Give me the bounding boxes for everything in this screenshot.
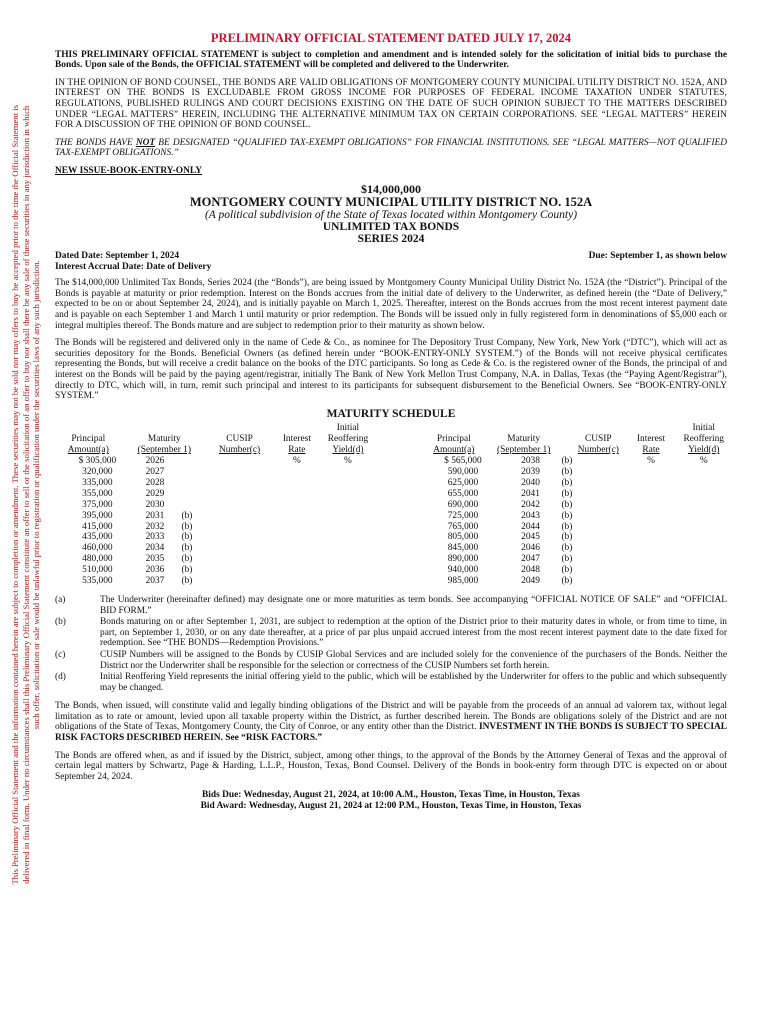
maturity-row <box>55 500 727 511</box>
principal-amount: 625,000 <box>447 477 479 488</box>
cusip-label: CUSIP <box>585 434 612 445</box>
security-paragraph <box>55 701 727 743</box>
maturity-row <box>55 522 727 533</box>
principal-amount: 805,000 <box>447 532 479 543</box>
maturity-year: 2045 <box>521 532 540 543</box>
cusip-number <box>574 478 624 489</box>
cusip-number <box>213 554 266 565</box>
new-issue-label: NEW ISSUE-BOOK-ENTRY-ONLY <box>55 165 203 176</box>
principal-amount: 320,000 <box>82 466 113 477</box>
reoffering-yield: % <box>699 456 708 467</box>
maturity-footnote: (b) <box>181 543 193 554</box>
maturity-year: 2031 <box>145 510 165 521</box>
interest-accrual-date: Interest Accrual Date: Date of Delivery <box>55 261 212 272</box>
interest-rate <box>632 500 669 511</box>
interest-rate <box>278 500 315 511</box>
maturity-year: 2028 <box>145 477 165 488</box>
maturity-header-row <box>55 434 727 445</box>
cusip-number <box>574 456 624 467</box>
footnote-label: (b) <box>55 617 66 628</box>
maturity-year: 2047 <box>521 554 540 565</box>
maturity-footnote: (b) <box>561 521 573 532</box>
issue-amount: $14,000,000 <box>361 181 421 196</box>
maturity-row <box>55 478 727 489</box>
footnote-text: CUSIP Numbers will be assigned to the Bonds by CUSIP Global Services and are included solely for the convenience of the purchasers of the Bonds. Neither the District nor the Underwriter shall be responsible for the selection or correctness of the CUSIP Numbers set forth herein. <box>100 649 727 671</box>
dates-row <box>55 251 727 262</box>
interest-rate <box>632 467 669 478</box>
maturity-footnote <box>178 467 197 478</box>
interest-rate <box>278 478 315 489</box>
cusip-number <box>213 456 266 467</box>
reoffering-yield <box>680 489 727 500</box>
maturity-header-row <box>55 445 727 456</box>
principal-amount: 375,000 <box>82 499 113 510</box>
cusip-number <box>213 522 266 533</box>
maturity-year: 2035 <box>145 554 165 565</box>
reoffering-yield <box>325 511 371 522</box>
interest-rate <box>278 522 315 533</box>
maturity-row <box>55 489 727 500</box>
reoffering-yield <box>680 532 727 543</box>
maturity-year: 2044 <box>521 521 540 532</box>
bid-information <box>55 790 727 811</box>
delivery-paragraph: The Bonds are offered when, as and if issued by the District, subject, among other things, to the approval of the Bonds by the Attorney General of Texas and the approval of certain legal matters by Schwartz, Page & Harding, L.L.P., Houston, Texas, Bond Counsel. Delivery of the Bonds in book-entry form through DTC is expected on or about September 24, 2024. <box>55 750 727 782</box>
cusip-number-label: Number(c) <box>577 445 619 456</box>
rate-label: Rate <box>642 445 660 456</box>
book-entry-paragraph: The Bonds will be registered and delivered only in the name of Cede & Co., as nominee for The Depository Trust Company, New York, New York (“DTC”), which will act as securities depository for the Bonds. Beneficial Owners (as defined herein under “BOOK-ENTRY-ONLY SYSTEM.”) of the Bonds will not receive physical certificates representing the Bonds, but will receive a credit balance on the books of the DTC participants. So long as Cede & Co. is the registered owner of the Bonds, the principal of and interest on the Bonds will be paid by the paying agent/registrar, initially The Bank of New York Mellon Trust Company, N.A. in Dallas, Texas (the “Paying Agent/Registrar”), directly to DTC, which will, in turn, remit such principal and interest to its participants for subsequent disbursement to the Beneficial Owners. See “BOOK-ENTRY-ONLY SYSTEM.” <box>55 338 727 402</box>
reoffering-yield <box>680 500 727 511</box>
maturity-row <box>55 565 727 576</box>
due-date: Due: September 1, as shown below <box>588 251 727 262</box>
reoffering-yield <box>680 543 727 554</box>
yield-label: Yield(d) <box>688 445 720 456</box>
maturity-footnote: (b) <box>181 554 193 565</box>
reoffering-yield <box>325 478 371 489</box>
maturity-footnote: (b) <box>181 565 193 576</box>
principal-amount: 510,000 <box>82 565 113 576</box>
maturity-year: 2036 <box>145 565 165 576</box>
footnote <box>55 595 727 616</box>
bond-series: SERIES 2024 <box>357 233 425 246</box>
cusip-number <box>213 543 266 554</box>
maturity-year: 2034 <box>145 543 165 554</box>
maturity-year: 2033 <box>145 532 165 543</box>
bid-award: Bid Award: Wednesday, August 21, 2024 at 12:00 P.M., Houston, Texas Time, in Houston, Texas <box>200 801 582 812</box>
maturity-year: 2026 <box>145 456 165 467</box>
cusip-number <box>574 532 624 543</box>
interest-rate <box>632 478 669 489</box>
maturity-row <box>55 511 727 522</box>
interest-rate <box>632 554 669 565</box>
reoffering-yield <box>680 565 727 576</box>
maturity-row <box>55 467 727 478</box>
reoffering-yield <box>680 522 727 533</box>
principal-amount: 480,000 <box>82 554 113 565</box>
document-page <box>55 33 727 812</box>
principal-amount: 655,000 <box>447 488 479 499</box>
maturity-footnote: (b) <box>181 510 193 521</box>
reoffering-yield <box>325 543 371 554</box>
maturity-label: Maturity <box>507 434 541 445</box>
principal-amount: 845,000 <box>447 543 479 554</box>
cusip-label: CUSIP <box>226 434 253 445</box>
maturity-footnote: (b) <box>561 499 573 510</box>
cusip-number <box>213 467 266 478</box>
reoffering-yield <box>325 576 371 587</box>
maturity-label: Maturity <box>147 434 181 445</box>
maturity-year: 2037 <box>145 576 165 587</box>
cusip-number <box>213 532 266 543</box>
issuer-name: MONTGOMERY COUNTY MUNICIPAL UTILITY DISTRICT NO. 152A <box>189 194 593 209</box>
maturity-footnote: (b) <box>181 576 193 587</box>
maturity-year: 2030 <box>145 499 165 510</box>
cusip-number <box>213 489 266 500</box>
maturity-row <box>55 532 727 543</box>
principal-amount: 725,000 <box>447 510 479 521</box>
designation-emphasis: NOT <box>135 137 156 148</box>
cusip-number <box>574 522 624 533</box>
maturity-year: 2032 <box>145 521 165 532</box>
maturity-footnote: (b) <box>561 488 573 499</box>
cusip-number <box>574 554 624 565</box>
cusip-number <box>574 565 624 576</box>
bids-due: Bids Due: Wednesday, August 21, 2024, at 10:00 A.M., Houston, Texas Time, in Houston, Texas <box>202 790 580 801</box>
reoffering-yield <box>680 467 727 478</box>
sidebar-line: This Preliminary Official Statement and the information contained herein are subject to completion or amendment. These securities may not be sold nor may offers to buy be accepted prior to the time the Official Statement is <box>10 105 21 885</box>
cusip-number <box>213 511 266 522</box>
principal-amount: 985,000 <box>447 576 479 587</box>
maturity-year: 2040 <box>521 477 540 488</box>
footnote-label: (d) <box>55 672 66 683</box>
reoffering-yield <box>325 565 371 576</box>
footnote-text: Initial Reoffering Yield represents the initial offering yield to the public, which will be established by the Underwriter for offers to the public and which subsequently may be changed. <box>100 672 727 693</box>
interest-rate <box>632 543 669 554</box>
risk-factors-warning: INVESTMENT IN THE BONDS IS SUBJECT TO SPECIAL RISK FACTORS DESCRIBED HEREIN. See “RISK FACTORS.” <box>55 722 727 744</box>
security-text: The Bonds, when issued, will constitute valid and legally binding obligations of the District and will be payable from the proceeds of an annual ad valorem tax, without legal limitation as to rate or amount, levied upon all taxable property within the District, as further described herein. The Bonds are obligations solely of the District and are not obligations of the State of Texas, Montgomery County, the City of Conroe, or any entity other than the District. <box>55 701 727 733</box>
interest-rate <box>632 522 669 533</box>
maturity-schedule-title: MATURITY SCHEDULE <box>326 407 456 420</box>
maturity-footnote: (b) <box>561 532 573 543</box>
interest-rate <box>632 511 669 522</box>
bond-title: UNLIMITED TAX BONDS <box>322 221 460 234</box>
cusip-number <box>574 467 624 478</box>
maturity-footnote: (b) <box>561 456 573 467</box>
interest-rate <box>278 565 315 576</box>
maturity-row <box>55 456 727 467</box>
interest-label: Interest <box>636 434 666 445</box>
principal-amount: 890,000 <box>447 554 479 565</box>
footnote-label: (c) <box>55 649 66 660</box>
interest-rate <box>278 467 315 478</box>
maturity-year: 2043 <box>521 510 540 521</box>
interest-rate <box>278 543 315 554</box>
dated-date: Dated Date: September 1, 2024 <box>55 251 180 262</box>
reoffering-yield <box>680 576 727 587</box>
reoffering-yield <box>325 500 371 511</box>
maturity-year: 2029 <box>145 488 165 499</box>
maturity-footnote <box>178 500 197 511</box>
sidebar-line: delivered in final form. Under no circumstances shall this Preliminary Official Statement constitute an offer to sell or the solicitation of an offer to buy nor shall there be any sale of these securities in any jurisdiction in which <box>20 105 31 885</box>
amount-label: Amount(a) <box>67 445 109 456</box>
cusip-number <box>574 543 624 554</box>
designation-after: BE DESIGNATED “QUALIFIED TAX-EXEMPT OBLIGATIONS” FOR FINANCIAL INSTITUTIONS. SEE “LEGAL MATTERS—NOT QUALIFIED TAX-EXEMPT OBLIGATIONS.” <box>55 137 727 159</box>
yield-label: Yield(d) <box>332 445 364 456</box>
principal-label: Principal <box>436 434 471 445</box>
principal-amount: 535,000 <box>82 576 113 587</box>
intro-paragraph: THIS PRELIMINARY OFFICIAL STATEMENT is subject to completion and amendment and is intended solely for the solicitation of initial bids to purchase the Bonds. Upon sale of the Bonds, the OFFICIAL STATEMENT will be completed and delivered to the Underwriter. <box>55 49 727 71</box>
reoffering-yield <box>325 554 371 565</box>
tax-designation <box>55 138 727 159</box>
interest-rate <box>632 576 669 587</box>
initial-label: Initial <box>692 423 715 434</box>
reoffering-label: Reoffering <box>683 434 724 445</box>
cusip-number <box>213 478 266 489</box>
september-label: (September 1) <box>496 445 551 456</box>
reoffering-yield <box>325 522 371 533</box>
footnote <box>55 672 727 693</box>
page-title: PRELIMINARY OFFICIAL STATEMENT DATED JULY 17, 2024 <box>210 31 572 45</box>
maturity-schedule-table <box>55 423 727 587</box>
cusip-number <box>213 576 266 587</box>
maturity-footnote: (b) <box>561 554 573 565</box>
maturity-footnote: (b) <box>561 543 573 554</box>
principal-amount: 765,000 <box>447 521 479 532</box>
interest-rate <box>278 576 315 587</box>
principal-amount: 395,000 <box>82 510 113 521</box>
cusip-number <box>574 511 624 522</box>
interest-rate: % <box>292 456 301 467</box>
footnote <box>55 650 727 671</box>
cusip-number <box>213 500 266 511</box>
footnote-text: The Underwriter (hereinafter defined) may designate one or more maturities as term bonds. See accompanying “OFFICIAL NOTICE OF SALE” and “OFFICIAL BID FORM.” <box>100 594 727 616</box>
maturity-footnote: (b) <box>561 576 573 587</box>
bond-counsel-opinion: IN THE OPINION OF BOND COUNSEL, THE BONDS ARE VALID OBLIGATIONS OF MONTGOMERY COUNTY MUNICIPAL UTILITY DISTRICT NO. 152A, AND INTEREST ON THE BONDS IS EXCLUDABLE FROM GROSS INCOME FOR PURPOSES OF FEDERAL INCOME TAXATION UNDER STATUTES, REGULATIONS, PUBLISHED RULINGS AND COURT DECISIONS EXISTING ON THE DATE OF SUCH OPINION SUBJECT TO THE MATTERS DESCRIBED UNDER “LEGAL MATTERS” HEREIN, INCLUDING THE ALTERNATIVE MINIMUM TAX ON CERTAIN CORPORATIONS. SEE “LEGAL MATTERS” HEREIN FOR A DISCUSSION OF THE OPINION OF BOND COUNSEL. <box>55 77 727 131</box>
interest-rate <box>278 532 315 543</box>
principal-amount: 590,000 <box>447 466 479 477</box>
interest-rate <box>278 489 315 500</box>
initial-label: Initial <box>336 423 360 434</box>
principal-amount: 940,000 <box>447 565 479 576</box>
reoffering-yield <box>680 478 727 489</box>
maturity-footnote: (b) <box>561 477 573 488</box>
reoffering-yield <box>325 489 371 500</box>
reoffering-yield <box>325 467 371 478</box>
maturity-schedule-body <box>55 423 727 587</box>
maturity-row <box>55 576 727 587</box>
maturity-footnote: (b) <box>181 521 193 532</box>
designation-before: THE BONDS HAVE <box>55 137 136 148</box>
principal-amount: $ 565,000 <box>444 456 482 467</box>
sidebar-line: such offer, solicitation or sale would be unlawful prior to registration or qualification under the securities laws of any such jurisdiction. <box>31 260 42 730</box>
principal-amount: 335,000 <box>82 477 113 488</box>
interest-rate <box>632 532 669 543</box>
cusip-number <box>574 489 624 500</box>
principal-amount: $ 305,000 <box>78 456 117 467</box>
maturity-year: 2042 <box>521 499 540 510</box>
sidebar-disclaimer <box>6 0 46 990</box>
maturity-footnote <box>178 489 197 500</box>
footnote-label: (a) <box>55 594 66 605</box>
maturity-row <box>55 554 727 565</box>
maturity-year: 2039 <box>521 466 540 477</box>
reoffering-yield <box>325 532 371 543</box>
maturity-footnote <box>178 478 197 489</box>
interest-rate: % <box>647 456 655 467</box>
principal-amount: 435,000 <box>82 532 113 543</box>
maturity-year: 2027 <box>145 466 165 477</box>
reoffering-yield <box>680 511 727 522</box>
cusip-number-label: Number(c) <box>218 445 261 456</box>
principal-amount: 460,000 <box>82 543 113 554</box>
maturity-footnote: (b) <box>561 565 573 576</box>
cusip-number <box>213 565 266 576</box>
maturity-footnote <box>178 456 197 467</box>
maturity-footnote: (b) <box>561 466 573 477</box>
interest-label: Interest <box>282 434 311 445</box>
amount-label: Amount(a) <box>433 445 475 456</box>
reoffering-label: Reoffering <box>327 434 369 445</box>
sidebar-disclaimer-text <box>10 105 42 885</box>
maturity-footnote: (b) <box>561 510 573 521</box>
footnote-text: Bonds maturing on or after September 1, 2031, are subject to redemption at the option of the District prior to their maturity dates in whole, or from time to time, in part, on September 1, 2030, or on any date thereafter, at a price of par plus unpaid accrued interest from the most recent interest payment date to the date fixed for redemption. See “THE BONDS—Redemption Provisions.” <box>100 617 727 649</box>
maturity-row <box>55 543 727 554</box>
interest-rate <box>632 489 669 500</box>
principal-label: Principal <box>71 434 106 445</box>
interest-rate <box>278 554 315 565</box>
reoffering-yield <box>680 554 727 565</box>
footnote <box>55 617 727 649</box>
reoffering-yield: % <box>344 456 352 467</box>
september-label: (September 1) <box>137 445 191 456</box>
principal-amount: 355,000 <box>82 488 113 499</box>
bonds-description-paragraph: The $14,000,000 Unlimited Tax Bonds, Series 2024 (the “Bonds”), are being issued by Montgomery County Municipal Utility District No. 152A (the “District”). Principal of the Bonds is payable at maturity or prior redemption. Interest on the Bonds accrues from the initial date of delivery to the Underwriter, as defined herein (the “Date of Delivery,” expected to be on or about September 24, 2024), and is initially payable on March 1, 2025. Thereafter, interest on the Bonds accrues from the most recent interest payment date and is payable on each September 1 and March 1 until maturity or prior redemption. The Bonds will be issued only in fully registered form in denominations of $5,000 each or integral multiples thereof. The Bonds mature and are subject to redemption prior to their maturity as shown below. <box>55 278 727 331</box>
interest-rate <box>632 565 669 576</box>
maturity-year: 2049 <box>521 576 540 587</box>
maturity-year: 2038 <box>521 456 540 467</box>
maturity-year: 2041 <box>521 488 540 499</box>
rate-label: Rate <box>288 445 306 456</box>
maturity-footnote: (b) <box>181 532 193 543</box>
maturity-header-row <box>55 423 727 434</box>
interest-rate <box>278 511 315 522</box>
principal-amount: 415,000 <box>82 521 113 532</box>
principal-amount: 690,000 <box>447 499 479 510</box>
maturity-year: 2048 <box>521 565 540 576</box>
footnotes <box>55 595 727 693</box>
issuer-subdivision: (A political subdivision of the State of Texas located within Montgomery County) <box>204 208 578 221</box>
maturity-year: 2046 <box>521 543 540 554</box>
cusip-number <box>574 576 624 587</box>
cusip-number <box>574 500 624 511</box>
